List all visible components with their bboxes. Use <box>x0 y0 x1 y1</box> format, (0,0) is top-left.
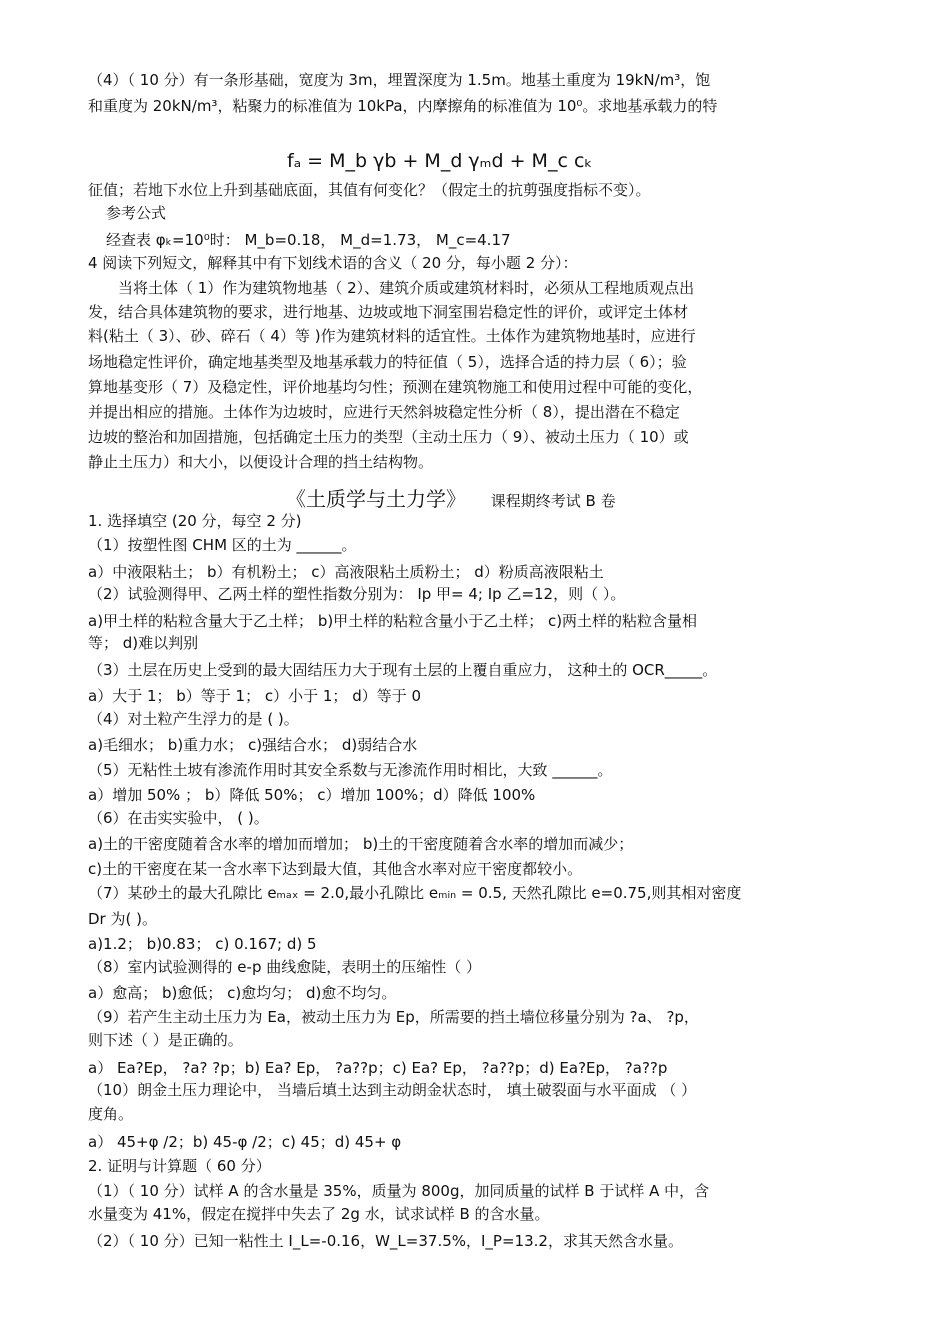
text-line: 水量变为 41%，假定在搅拌中失去了 2g 水，试求试样 B 的含水量。 <box>88 1205 550 1223</box>
text-line: a）愈高； b)愈低； c)愈均匀； d)愈不均匀。 <box>88 984 397 1002</box>
text-line: （10）朗金土压力理论中， 当墙后填土达到主动朗金状态时， 填土破裂面与水平面成 （ ） <box>88 1081 697 1099</box>
text-line: （5）无粘性土坡有渗流作用时其安全系数与无渗流作用时相比，大致 ______。 <box>88 761 613 779</box>
exam-subtitle: 课程期终考试 B 卷 <box>490 492 616 510</box>
text-line: 等； d)难以判别 <box>88 634 199 652</box>
text-line: c)土的干密度在某一含水率下达到最大值，其他含水率对应干密度都较小。 <box>88 860 583 878</box>
formula: fₐ = M_b γb + M_d γₘd + M_c cₖ <box>287 150 593 172</box>
passage-line: 发，结合具体建筑物的要求，进行地基、边坡或地下洞室围岩稳定性的评价，或评定土体材 <box>88 303 689 321</box>
q4-line3: 征值；若地下水位上升到基础底面，其值有何变化？（假定土的抗剪强度指标不变）。 <box>88 181 651 199</box>
exam-title <box>286 487 616 513</box>
text-line: a） Ea?Ep， ?a? ?p；b) Ea? Ep， ?a??p；c) Ea? Ep， ?a??p；d) Ea?Ep， ?a??p <box>88 1059 668 1077</box>
exam-title-main: 《土质学与土力学》 <box>286 487 466 511</box>
text-line: a)土的干密度随着含水率的增加而增加； b)土的干密度随着含水率的增加而减少； <box>88 835 634 853</box>
q4-line2: 和重度为 20kN/m³，粘聚力的标准值为 10kPa，内摩擦角的标准值为 10⁰。求地基承载力的特 <box>88 97 718 115</box>
passage-line: 场地稳定性评价，确定地基类型及地基承载力的特征值（ 5），选择合适的持力层（ 6）；验 <box>88 353 687 371</box>
text-line: a）增加 50% ； b）降低 50%； c）增加 100%；d）降低 100% <box>88 786 536 804</box>
q4-line1: （4）（ 10 分）有一条形基础，宽度为 3m，埋置深度为 1.5m。地基土重度为 19kN/m³，饱 <box>88 71 711 89</box>
text-line: a)毛细水； b)重力水； c)强结合水； d)弱结合水 <box>88 736 418 754</box>
text-line: a）中液限粘土； b）有机粉土； c）高液限粘土质粉土； d）粉质高液限粘土 <box>88 563 604 581</box>
passage-line: 算地基变形（ 7）及稳定性，评价地基均匀性；预测在建筑物施工和使用过程中可能的变化， <box>88 378 703 396</box>
text-line: （4）对土粒产生浮力的是 ( )。 <box>88 710 299 728</box>
text-line: （3）土层在历史上受到的最大固结压力大于现有土层的上覆自重应力， 这种土的 OCR_____。 <box>88 661 718 679</box>
text-line: 2. 证明与计算题（ 60 分） <box>88 1157 271 1175</box>
text-line: （2）（ 10 分）已知一粘性土 I_L=-0.16，W_L=37.5%，I_P=13.2，求其天然含水量。 <box>88 1232 683 1250</box>
text-line: （1）按塑性图 CHM 区的土为 ______。 <box>88 536 357 554</box>
text-line: （7）某砂土的最大孔隙比 eₘₐₓ = 2.0,最小孔隙比 eₘᵢₙ = 0.5, 天然孔隙比 e=0.75,则其相对密度 <box>88 884 742 902</box>
text-line: a）大于 1； b）等于 1； c）小于 1； d）等于 0 <box>88 687 422 705</box>
text-line: a)1.2； b)0.83； c) 0.167; d) 5 <box>88 935 317 953</box>
text-line: （6）在击实实验中， ( )。 <box>88 809 269 827</box>
text-line: （2）试验测得甲、乙两土样的塑性指数分别为： Ip 甲= 4; Ip 乙=12，则（ ）。 <box>88 585 626 603</box>
passage-line: 当将土体（ 1）作为建筑物地基（ 2）、建筑介质或建筑材料时，必须从工程地质观点出 <box>118 279 695 297</box>
passage-line: 边坡的整治和加固措施，包括确定土压力的类型（主动土压力（ 9）、被动土压力（ 10）或 <box>88 428 689 446</box>
passage-line: 并提出相应的措施。土体作为边坡时，应进行天然斜坡稳定性分析（ 8），提出潜在不稳定 <box>88 403 680 421</box>
passage-line: 静止土压力）和大小，以便设计合理的挡土结构物。 <box>88 453 434 471</box>
text-line: a） 45+φ /2；b) 45-φ /2；c) 45；d) 45+ φ <box>88 1133 402 1151</box>
text-line: （9）若产生主动土压力为 Ea，被动土压力为 Ep，所需要的挡土墙位移量分别为 ?a、 ?p， <box>88 1008 699 1026</box>
q5-header: 4 阅读下列短文，解释其中有下划线术语的含义（ 20 分，每小题 2 分）： <box>88 254 578 272</box>
ref-table: 经查表 φₖ=10⁰时： M_b=0.18， M_d=1.73， M_c=4.17 <box>106 231 511 249</box>
text-line: 1. 选择填空 (20 分，每空 2 分) <box>88 512 302 530</box>
text-line: a)甲土样的粘粒含量大于乙土样； b)甲土样的粘粒含量小于乙土样； c)两土样的粘粒含量相 <box>88 612 698 630</box>
passage-line: 料(粘土（ 3）、砂、碎石（ 4）等 )作为建筑材料的适宜性。土体作为建筑物地基时，应进行 <box>88 327 696 345</box>
text-line: 则下述（ ）是正确的。 <box>88 1031 243 1049</box>
ref-title: 参考公式 <box>106 204 167 222</box>
text-line: （8）室内试验测得的 e-p 曲线愈陡，表明土的压缩性（ ） <box>88 958 482 976</box>
text-line: Dr 为( )。 <box>88 910 157 928</box>
text-line: （1）（ 10 分）试样 A 的含水量是 35%，质量为 800g，加同质量的试样 B 于试样 A 中，含 <box>88 1182 710 1200</box>
text-line: 度角。 <box>88 1105 134 1123</box>
